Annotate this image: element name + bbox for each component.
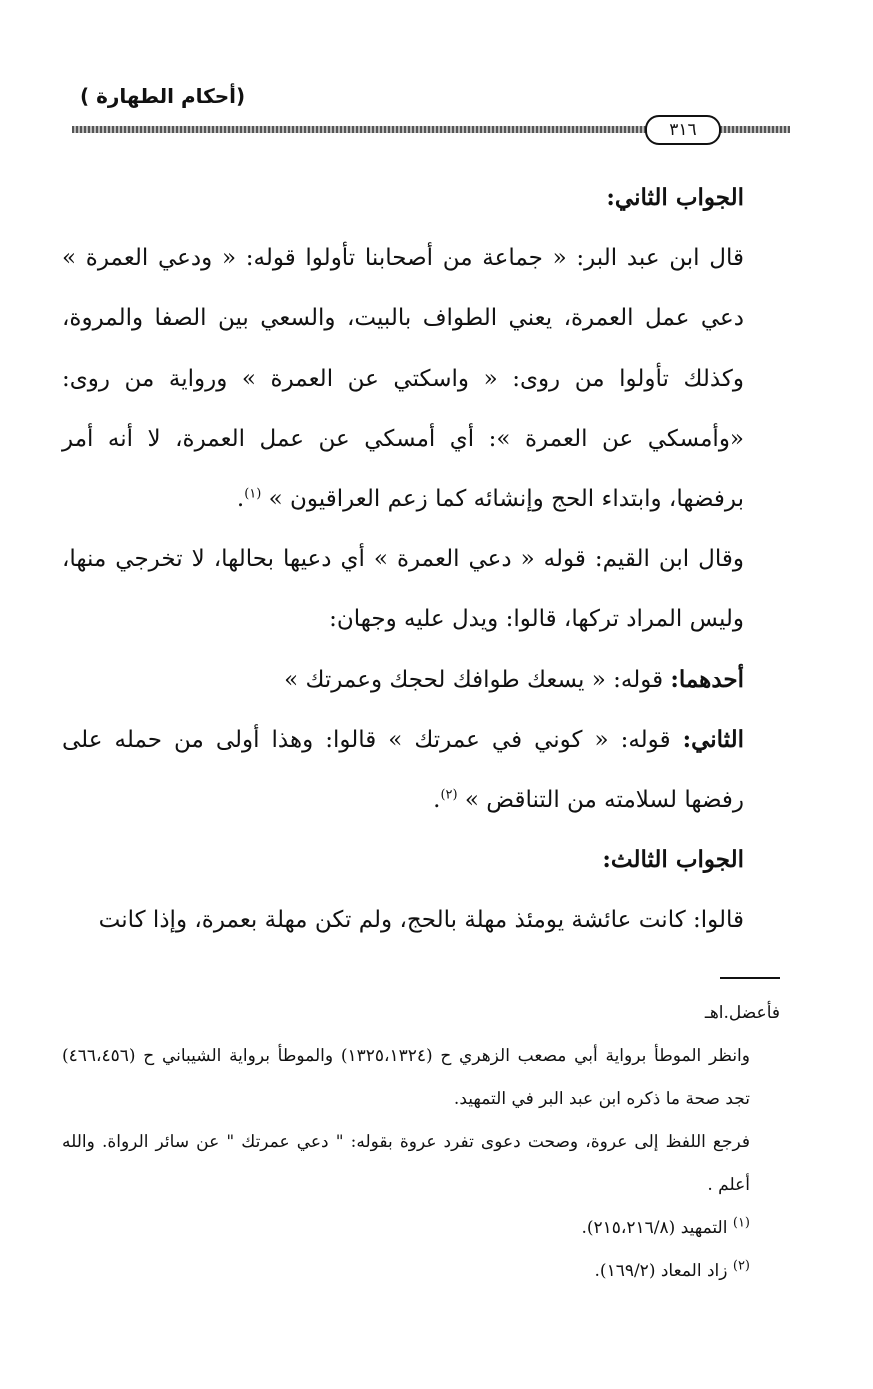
footnote-1-marker: (١) [732,1215,750,1231]
first-aspect-text: قوله: « يسعك طوافك لحجك وعمرتك » [284,666,671,693]
footnote-ref-1[interactable]: (١) [244,486,262,502]
paragraph-ibn-abd-al-barr [62,228,782,529]
footnote-2 [62,1250,780,1293]
footnote-2-text: زاد المعاد (١٦٩/٢). [594,1261,733,1281]
page-number: ٣١٦ [645,115,721,145]
footnote-1 [62,1207,780,1250]
paragraph-ibn-abd-al-barr-text: قال ابن عبد البر: « جماعة من أصحابنا تأولوا قوله: « ودعي العمرة » دعي عمل العمرة، يعني الطواف بالبيت، والسعي بين الصفا والمروة، وكذلك تأولوا من روى: « واسكتي عن العمرة » ورواية من روى: «وأمسكي عن العمرة »: أي أمسكي عن عمل العمرة، لا أنه أمر برفضها، وابتداء الحج وإنشائه كما زعم العراقيون » [62,245,744,513]
second-aspect-label: الثاني: [682,725,744,753]
running-header-title: (أحكام الطهارة ) [80,84,246,108]
footnote-1-text: التمهيد (٢١٥،٢١٦/٨). [581,1218,733,1238]
paragraph-first-aspect [62,650,782,710]
heading-second-answer: الجواب الثاني: [606,184,744,211]
first-aspect-label: أحدهما: [670,665,744,693]
paragraph-third-answer: قالوا: كانت عائشة يومئذ مهلة بالحج، ولم تكن مهلة بعمرة، وإذا كانت [98,907,744,934]
second-aspect-text: قوله: « كوني في عمرتك » قالوا: وهذا أولى من حمله على رفضها لسلامته من التناقض » [62,726,744,814]
footnote-continuation-line: فأعضل.اهـ [704,1003,780,1023]
heading-third-answer: الجواب الثالث: [602,846,744,874]
footnote-continuation-muwatta: وانظر الموطأ برواية أبي مصعب الزهري ح (١٣٢٥،١٣٢٤) والموطأ برواية الشيباني ح (٤٦٦،٤٥٦) تجد صحة ما ذكره ابن عبد البر في التمهيد. [62,1046,750,1109]
footnote-separator [720,977,780,979]
footnote-continuation-urwa: فرجع اللفظ إلى عروة، وصحت دعوى تفرد عروة بقوله: " دعي عمرتك " عن سائر الرواة. والله أعلم . [62,1132,750,1195]
footnote-2-marker: (٢) [732,1258,750,1274]
footnotes [62,992,780,1293]
footnote-ref-2[interactable]: (٢) [440,787,458,803]
paragraph-ibn-qayyim: وقال ابن القيم: قوله « دعي العمرة » أي دعيها بحالها، لا تخرجي منها، وليس المراد تركها، قالوا: ويدل عليه وجهان: [62,546,744,633]
paragraph-second-aspect [62,710,782,830]
main-text [62,168,782,951]
period: . [433,787,441,814]
period: . [236,486,245,513]
